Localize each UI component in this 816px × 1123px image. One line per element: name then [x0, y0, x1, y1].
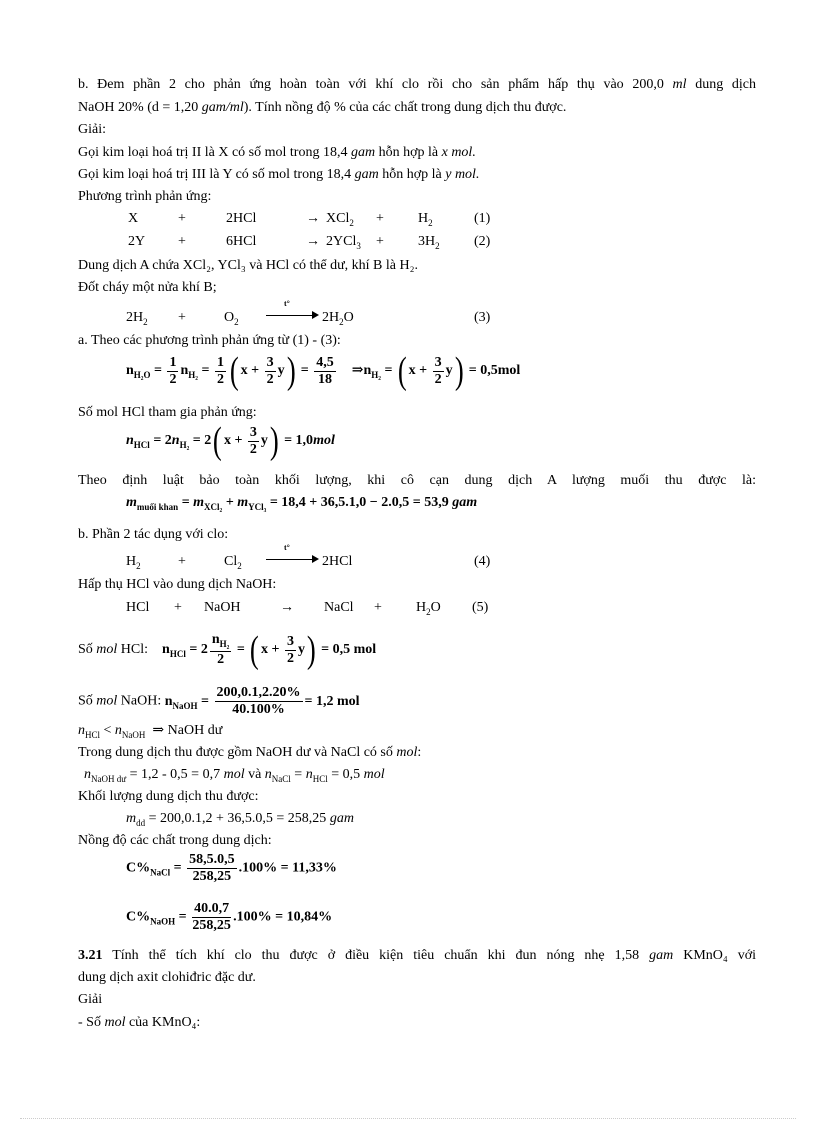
- heat-arrow-icon: t°: [266, 552, 318, 566]
- moles-values: $n_{NaOH dư} = 1,2 - 0,5 = 0,7$ mol và $n_{NaCl} = n_{HCl} = 0,5$ mol: [84, 767, 385, 784]
- problem-b-line2: NaOH 20% (d = 1,20 gam/ml). Tính nồng độ % của các chất trong dung dịch thu được.: [78, 100, 567, 115]
- problem-3-21-line2: dung dịch axit clohiđric đặc dư.: [78, 970, 256, 985]
- naoh-moles-line: Số mol NaOH: $n_{NaOH}$ = $\frac{200,0.1,2.20\%}{40.100\%}$ = 1,2 mol: [78, 685, 360, 717]
- part-b-heading: b. Phần 2 tác dụng với clo:: [78, 527, 229, 542]
- kmno4-moles-line: - Số mol của KMnO₄:: [78, 1015, 201, 1030]
- solution-mass-heading: Khối lượng dung dịch thu được:: [78, 789, 259, 804]
- absorption-text: Hấp thụ HCl vào dung dịch NaOH:: [78, 577, 277, 592]
- formula-nh2o: $n_{H_2O}$ = $\frac{1}{2}$ $n_{H_2}$ = $\frac{1}{2}$ ( x + $\frac{3}{2}$ y) = $\frac{4,5}{18}$ $\Rightarrow n_{H_2}$ = ( x + $\frac{3}{2}$ y) = 0,5mol: [126, 350, 521, 392]
- moles-comparison: $n_{HCl} < n_{NaOH}$ ⇒ NaOH dư: [78, 723, 223, 740]
- concentration-nacl: $C\%_{NaCl}$ = $\frac{58,5.0,5}{258,25}$ .100% = 11,33%: [126, 852, 337, 884]
- combustion-text: Đốt cháy một nửa khí B;: [78, 280, 217, 295]
- solution-mass-value: $m_{dd} = 200,0.1,2 + 36,5.0,5 = 258,25$ gam: [126, 811, 354, 828]
- formula-nhcl: $n_{HCl} = 2n_{H_2} = 2$( x + $\frac{3}{2}$ y) = 1,0mol: [126, 420, 335, 462]
- solution-a-desc: Dung dịch A chứa XCl₂, YCl₃ và HCl có thể dư, khí B là H₂.: [78, 258, 418, 273]
- concentration-heading: Nồng độ các chất trong dung dịch:: [78, 833, 272, 848]
- heat-arrow-icon: t°: [266, 308, 318, 322]
- define-y: Gọi kim loại hoá trị III là Y có số mol trong 18,4 gam hỗn hợp là y mol.: [78, 167, 480, 182]
- hcl-moles-heading: Số mol HCl tham gia phản ứng:: [78, 405, 257, 420]
- solution-heading: Giải:: [78, 122, 106, 137]
- problem-b-line1: b. Đem phần 2 cho phản ứng hoàn toàn với khí clo rồi cho sản phẩm hấp thụ vào 200,0 ml dung dịch: [78, 77, 757, 92]
- hcl-moles-line: Số mol HCl: $n_{HCl} = 2$ $\frac{n_{H_2}}{2}$ = ( x + $\frac{3}{2}$ y) = 0,5 mol: [78, 629, 377, 671]
- mass-conservation-text: Theo định luật bảo toàn khối lượng, khi cô cạn dung dịch A lượng muối thu được là:: [78, 473, 756, 488]
- problem-3-21-line1: 3.21 Tính thể tích khí clo thu được ở điều kiện tiêu chuẩn khi đun nóng nhẹ 1,58 gam KMnO₄ với: [78, 948, 757, 963]
- formula-salt-mass: $m_{muối khan} = m_{XCl_2} + m_{YCl_3} = 18,4 + 36,5.1,0 - 2.0,5 = 53,9$ gam: [126, 495, 478, 512]
- part-a-intro: a. Theo các phương trình phản ứng từ (1) - (3):: [78, 333, 341, 348]
- footer-divider: [20, 1118, 796, 1119]
- solution-contents: Trong dung dịch thu được gồm NaOH dư và NaCl có số mol:: [78, 745, 422, 760]
- reaction-heading: Phương trình phản ứng:: [78, 189, 212, 204]
- define-x: Gọi kim loại hoá trị II là X có số mol trong 18,4 gam hỗn hợp là x mol.: [78, 145, 476, 160]
- solution-heading-2: Giải: [78, 992, 103, 1007]
- concentration-naoh: $C\%_{NaOH}$ = $\frac{40.0,7}{258,25}$ .100% = 10,84%: [126, 901, 333, 933]
